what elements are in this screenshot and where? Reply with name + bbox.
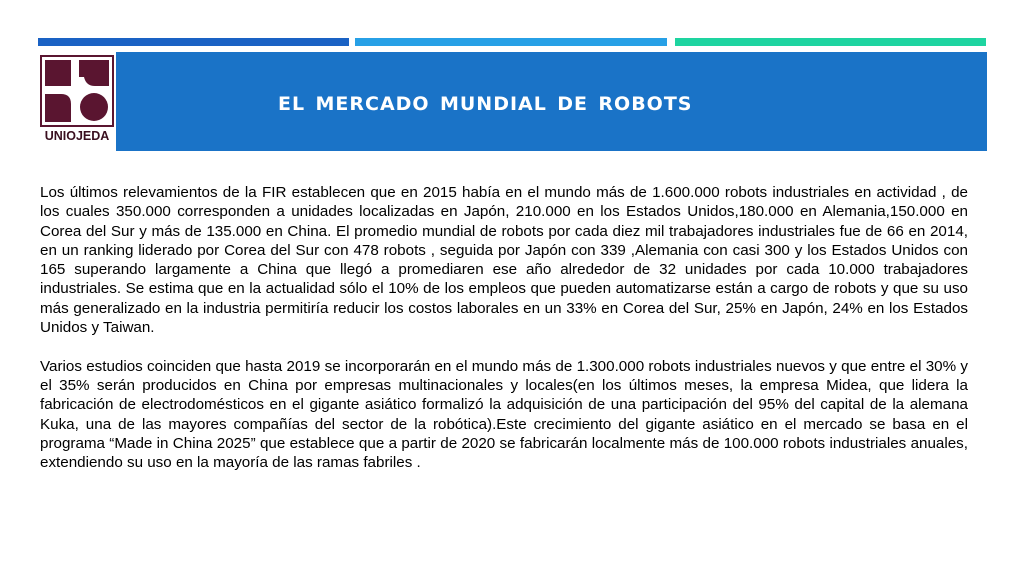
uniojeda-emblem-icon xyxy=(39,55,115,129)
uniojeda-logo xyxy=(38,52,116,151)
slide-body xyxy=(40,183,968,472)
body-paragraph-1: Los últimos relevamientos de la FIR establecen que en 2015 había en el mundo más de 1.600.000 robots industriales en actividad , de los cuales 350.000 corresponden a unidades localizadas en Japón, 210.000 en los Estados Unidos,180.000 en Alemania,150.000 en Corea del Sur y más de 135.000 en China. El promedio mundial de robots por cada diez mil trabajadores industriales fue de 66 en 2014, en un ranking liderado por Corea del Sur con 478 robots , seguida por Japón con 339 ,Alemania con casi 300 y los Estados Unidos con 165 superando largamente a China que llegó a promediaren ese año alrededor de 32 unidades por cada 10.000 trabajadores industriales. Se estima que en la actualidad sólo el 10% de los empleos que pueden automatizarse están a cargo de robots y que su uso más generalizado en la industria permitiría reducir los costos laborales en un 33% en Corea del Sur, 25% en Japón, 24% en los Estados Unidos y Taiwan. xyxy=(40,184,968,337)
top-accent-strip-green xyxy=(675,38,986,46)
slide-title: el mercado mundial de robots xyxy=(278,86,693,117)
top-accent-strip-light-blue xyxy=(355,38,667,46)
body-paragraph-2: Varios estudios coinciden que hasta 2019 se incorporarán en el mundo más de 1.300.000 robots industriales nuevos y que entre el 30% y el 35% serán producidos en China por empresas multinacionales y locales(en los últimos meses, la empresa Midea, que lidera la fabricación de electrodomésticos en el gigante asiático formalizó la adquisición de una participación del 95% del capital de la alemana Kuka, una de las mayores compañías del sector de la robótica).Este crecimiento del gigante asiático en el mercado se basa en el programa “Made in China 2025” que establece que a partir de 2020 se fabricarán localmente más de 100.000 robots industriales anuales, extendiendo su uso en la mayoría de las ramas fabriles . xyxy=(40,357,968,472)
logo-label: UNIOJEDA xyxy=(44,129,110,143)
top-accent-strip-dark-blue xyxy=(38,38,349,46)
